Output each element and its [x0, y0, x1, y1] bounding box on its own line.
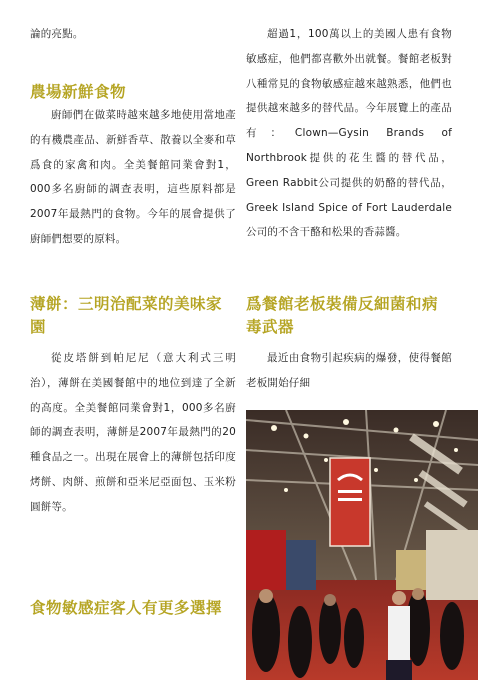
heading-food-allergy: 食物敏感症客人有更多選擇	[30, 598, 223, 617]
heading-antibacterial: 爲餐館老板裝備反細菌和病毒武器	[246, 294, 439, 336]
heading-farm-fresh-food: 農場新鮮食物	[30, 82, 127, 101]
paragraph-continued: 論的亮點。	[30, 28, 84, 40]
paragraph-flatbread: 從皮塔餅到帕尼尼（意大利式三明治），薄餅在美國餐館中的地位到達了全新的高度。全美餐館同業會對1，000多名廚師的調查表明，薄餅是2007年最熱門的20種食品之一。出現在展會上的薄餅包括印度烤餅、肉餅、煎餅和亞米尼亞面包、玉米粉圓餅等。	[30, 352, 236, 513]
trade-show-photo	[246, 410, 478, 680]
heading-flatbread: 薄餅：三明治配菜的美味家園	[30, 294, 223, 336]
paragraph-food-allergy: 超過1，100萬以上的美國人患有食物敏感症，他們都喜歡外出就餐。餐館老板對八種常見的食物敏感症越來越熟悉，他們也提供越來越多的替代品。今年展覽上的產品有：Clown—Gysin Brands of Northbrook提供的花生醬的替代品，Green Rabbit公司提供的奶酪的替代品，Greek Island Spice of Fort Lauderdale公司的不含干酪和松果的香蒜醬。	[246, 28, 452, 239]
paragraph-antibacterial: 最近由食物引起疾病的爆發，使得餐館老板開始仔細	[246, 352, 452, 389]
paragraph-farm-fresh-food: 廚師們在做菜時越來越多地使用當地產的有機農產品、新鮮香草、散養以全麥和草爲食的家禽和肉。全美餐館同業會對1，000多名廚師的調查表明，這些原料都是2007年最熱門的食物。今年的展會提供了廚師們想要的原料。	[30, 109, 236, 245]
